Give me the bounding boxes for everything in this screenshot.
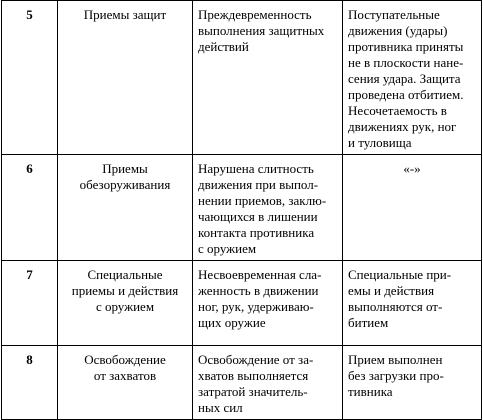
techniques-table — [1, 0, 482, 420]
technique-cell: Приемы обезоруживания — [58, 155, 193, 261]
errors-cell: Преждевременность выполнения защитных действий — [193, 1, 343, 155]
errors-cell: Нарушена слитность движения при выпол- нении приемов, заклю- чающихся в лишении контакта противника с оружием — [193, 155, 343, 261]
table-row — [2, 155, 482, 261]
notes-cell: Поступательные движения (удары) противника приняты не в плоскости нане- сения удара. Защита проведена отбитием. Несочетаемость в движениях рук, ног и туловища — [343, 1, 482, 155]
errors-cell: Освобождение от за- хватов выполняется затратой значитель- ных сил — [193, 346, 343, 420]
notes-cell: Специальные при- емы и действия выполняются от- битием — [343, 261, 482, 346]
table-row — [2, 346, 482, 420]
technique-cell: Специальные приемы и действия с оружием — [58, 261, 193, 346]
row-number: 8 — [2, 346, 58, 420]
technique-cell: Освобождение от захватов — [58, 346, 193, 420]
row-number: 5 — [2, 1, 58, 155]
table-row — [2, 1, 482, 155]
notes-cell: Прием выполнен без загрузки про- тивника — [343, 346, 482, 420]
table-row — [2, 261, 482, 346]
technique-cell: Приемы защит — [58, 1, 193, 155]
notes-cell: «-» — [343, 155, 482, 261]
row-number: 6 — [2, 155, 58, 261]
errors-cell: Несвоевременная сла- женность в движении ног, рук, удерживаю- щих оружие — [193, 261, 343, 346]
row-number: 7 — [2, 261, 58, 346]
